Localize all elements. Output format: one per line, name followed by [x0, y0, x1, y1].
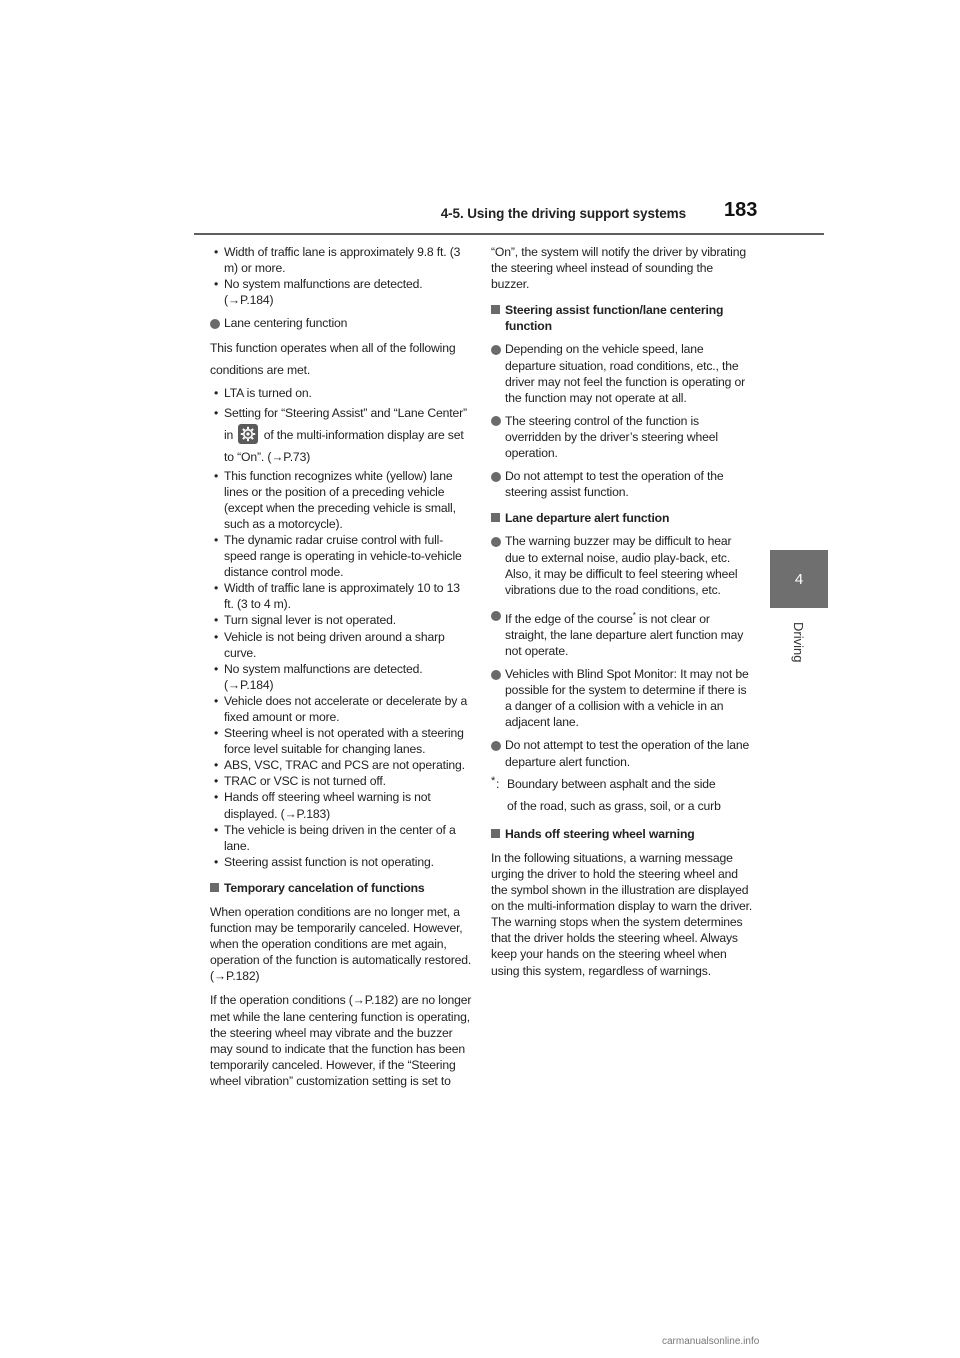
lane-departure-heading: Lane departure alert function [491, 510, 753, 526]
settings-gear-icon [238, 424, 258, 444]
circle-bullet-icon [491, 416, 501, 426]
continued-paragraph: “On”, the system will notify the driver by vibrating the steering wheel instead of sounding the buzzer. [491, 245, 746, 292]
list-item: Depending on the vehicle speed, lane departure situation, road conditions, etc., the driver may not feel the function is operating or the function may not operate at all. [491, 341, 753, 405]
list-item: Do not attempt to test the operation of the steering assist function. [491, 468, 753, 500]
circle-bullet-icon [491, 741, 501, 751]
list-item: If the edge of the course* is not clear or straight, the lane departure alert function may not operate. [491, 608, 753, 659]
list-item: Vehicles with Blind Spot Monitor: It may not be possible for the system to determine if there is a danger of a collision with a vehicle in an adjacent lane. [491, 666, 753, 730]
temp-cancel-paragraph: When operation conditions are no longer met, a function may be temporarily canceled. However, when the operation conditions are met again, operation of the function is automatically restored. (→P.182) [210, 905, 472, 984]
list-item: • Hands off steering wheel warning is not displayed. (→P.183) [210, 789, 472, 821]
circle-bullet-icon [491, 472, 501, 482]
watermark: carmanualsonline.info [662, 1336, 760, 1347]
lane-centering-heading: Lane centering function [210, 315, 472, 331]
list-item: • Setting for “Steering Assist” and “Lane Center” in of the multi-information display are set to “On”. (→P.73) [210, 402, 472, 468]
circle-bullet-icon [210, 319, 220, 329]
list-item: • The vehicle is being driven in the center of a lane. [210, 822, 472, 854]
list-item: • No system malfunctions are detected. (→P.184) [210, 661, 472, 693]
list-item: • Steering assist function is not operating. [210, 854, 472, 870]
list-item: • LTA is turned on. [210, 385, 472, 401]
list-item: Do not attempt to test the operation of the lane departure alert function. [491, 737, 753, 769]
chapter-number: 4 [794, 570, 804, 588]
list-item: The steering control of the function is overridden by the driver’s steering wheel operation. [491, 413, 753, 461]
list-item: • Turn signal lever is not operated. [210, 612, 472, 628]
left-column [210, 244, 472, 1089]
steering-assist-heading: Steering assist function/lane centering function [491, 302, 753, 334]
square-bullet-icon [491, 513, 500, 522]
list-item: • TRAC or VSC is not turned off. [210, 773, 472, 789]
list-item: • No system malfunctions are detected. (→P.184) [210, 276, 472, 308]
header-rule [194, 233, 824, 235]
square-bullet-icon [210, 883, 219, 892]
temp-cancel-paragraph: If the operation conditions (→P.182) are no longer met while the lane centering function is operating, the steering wheel may vibrate and the buzzer may sound to indicate that the function has been temporarily canceled. However, if the “Steering wheel vibration” customization setting is set to [210, 993, 472, 1088]
list-item: The warning buzzer may be difficult to hear due to external noise, audio play-back, etc. Also, it may be difficult to feel steering wheel vibrations due to the road conditions, etc. [491, 533, 753, 597]
header-section-title: 4-5. Using the driving support systems [440, 206, 686, 221]
list-item: • Width of traffic lane is approximately 10 to 13 ft. (3 to 4 m). [210, 580, 472, 612]
list-item: • Width of traffic lane is approximately 9.8 ft. (3 m) or more. [210, 244, 472, 276]
chapter-tab [770, 550, 828, 608]
list-item: • Steering wheel is not operated with a steering force level suitable for changing lanes. [210, 725, 472, 757]
circle-bullet-icon [491, 345, 501, 355]
list-item: • Vehicle does not accelerate or decelerate by a fixed amount or more. [210, 693, 472, 725]
list-item: • ABS, VSC, TRAC and PCS are not operating. [210, 757, 472, 773]
square-bullet-icon [491, 829, 500, 838]
list-item: • This function recognizes white (yellow) lane lines or the position of a preceding vehicle (except when the preceding vehicle is small, such as a motorcycle). [210, 468, 472, 532]
hands-off-heading: Hands off steering wheel warning [491, 826, 753, 842]
footnote-marker: * [632, 610, 636, 620]
footnote: * : Boundary between asphalt and the side of the road, such as grass, soil, or a curb [491, 774, 721, 813]
hands-off-paragraph: In the following situations, a warning message urging the driver to hold the steering wheel and the symbol shown in the illustration are displayed on the multi-information display to warn the driver. The warning stops when the system determines that the driver holds the steering wheel. Always keep your hands on the steering wheel when using this system, regardless of warnings. [491, 850, 753, 978]
circle-bullet-icon [491, 537, 501, 547]
right-column [491, 244, 753, 979]
list-item: • The dynamic radar cruise control with full-speed range is operating in vehicle-to-vehicle distance control mode. [210, 532, 472, 580]
chapter-name: Driving [791, 622, 806, 663]
lane-centering-intro: This function operates when all of the following conditions are met. [210, 341, 456, 378]
square-bullet-icon [491, 305, 500, 314]
circle-bullet-icon [491, 611, 501, 621]
page-number: 183 [724, 199, 758, 221]
list-item: • Vehicle is not being driven around a sharp curve. [210, 629, 472, 661]
temp-cancel-heading: Temporary cancelation of functions [210, 880, 472, 896]
circle-bullet-icon [491, 670, 501, 680]
